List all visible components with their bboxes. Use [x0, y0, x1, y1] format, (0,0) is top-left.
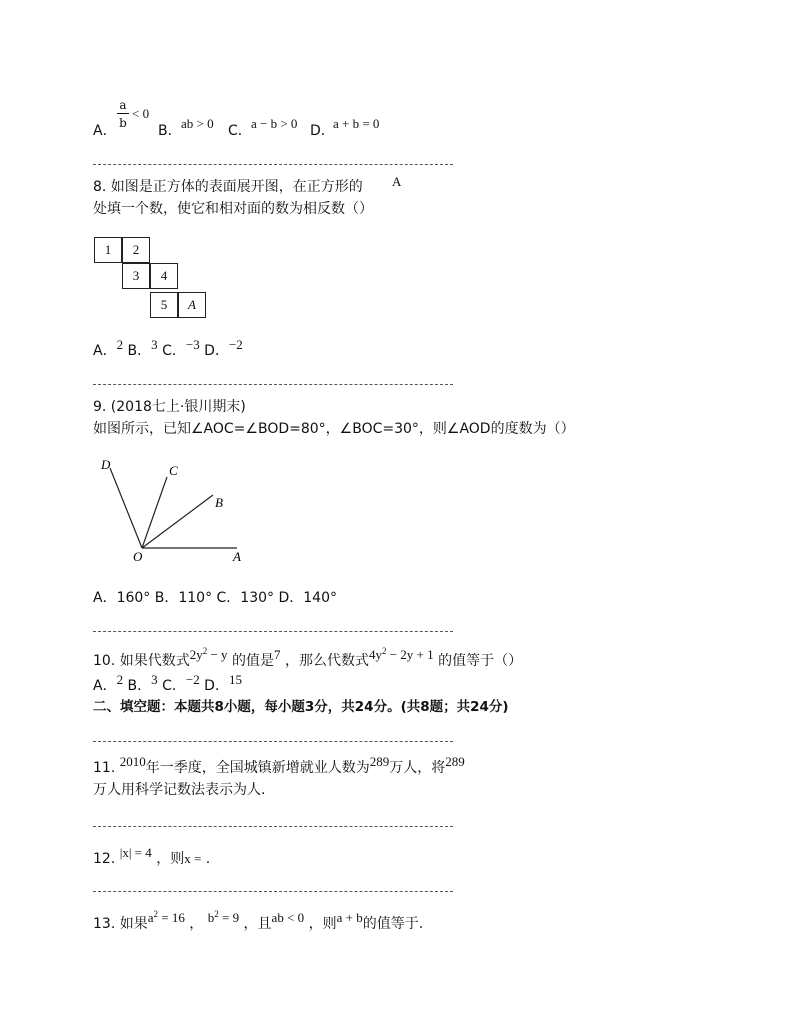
q13-expr2-exp: 2: [214, 909, 219, 919]
q10-option-d-label: D．: [204, 678, 229, 694]
q11-num2: 289: [445, 754, 465, 769]
q10-expr1-tail: − y: [207, 647, 228, 662]
q10-mid2: ，那么代数式: [284, 653, 369, 669]
separator-line: [93, 631, 453, 632]
q13-expr4: a + b: [336, 910, 363, 925]
q13-expr1-base: a: [147, 910, 154, 925]
q11-text-line2: 万人用科学记数法表示为人.: [93, 782, 266, 798]
q10-expr1: [190, 647, 228, 662]
q11-prefix: 11.: [93, 760, 116, 776]
q13-expr3: ab < 0: [271, 910, 305, 925]
q11-year: 2010: [119, 754, 146, 769]
net-cell-a: A: [178, 292, 206, 318]
point-o-label: O: [133, 549, 143, 564]
net-cell-3: 3: [122, 263, 150, 289]
q9-options: A．160° B．110° C．130° D．140°: [93, 590, 337, 606]
q8-text-line1-math: A: [392, 174, 402, 189]
q8-option-c-value: −3: [185, 337, 200, 352]
point-b-label: B: [215, 495, 223, 510]
q11-mid2: 万人，将: [389, 760, 446, 776]
q10-value: 7: [274, 647, 281, 662]
q11-text-line1: [93, 754, 465, 777]
q13-mid: ，且: [243, 916, 272, 932]
q10-expr2-exp: 2: [381, 646, 387, 656]
q13-expr2-base: b: [207, 910, 215, 925]
q10-option-c-label: C．: [162, 678, 186, 694]
q7-option-d-label: D．: [310, 123, 335, 139]
ray-od: [110, 468, 142, 548]
q10-expr1-exp: 2: [202, 646, 208, 656]
net-cell-1: 1: [94, 237, 122, 263]
q8-option-a-value: 2: [116, 337, 124, 352]
q7-option-c-label: C．: [228, 123, 252, 139]
q11-num1: 289: [369, 754, 390, 769]
ray-oc: [142, 477, 167, 548]
q10-expr2-base: 4y: [368, 647, 382, 662]
q8-option-d-label: D．: [204, 343, 229, 359]
q8-option-d-value: −2: [228, 337, 243, 352]
q12-text: [93, 845, 211, 868]
q13-expr1: [148, 910, 185, 925]
section-2-heading: 二、填空题：本题共8小题，每小题3分，共24分。(共8题；共24分): [93, 699, 509, 715]
angle-figure: [95, 455, 255, 570]
q7-option-b-label: B．: [158, 123, 182, 139]
separator-line: [93, 826, 453, 827]
q13-text: [93, 909, 424, 933]
q10-option-a-label: A．: [93, 678, 117, 694]
q13-expr1-tail: = 16: [158, 910, 185, 925]
q8-option-b-label: B．: [127, 343, 152, 359]
q10-option-b-value: 3: [151, 672, 158, 687]
q7-fraction-bar: [117, 113, 129, 114]
q10-option-d-value: 15: [228, 672, 242, 687]
q12-prefix: 12.: [93, 851, 116, 867]
q7-option-c-expr: a − b > 0: [251, 116, 298, 131]
q11-mid1: 年一季度，全国城镇新增就业人数为: [145, 760, 370, 776]
ray-ob: [142, 495, 213, 548]
separator-line: [93, 384, 453, 385]
q7-option-a-label: A．: [93, 123, 117, 139]
q10-prefix: 10. 如果代数式: [93, 653, 190, 669]
separator-line: [93, 741, 453, 742]
point-d-label: D: [101, 457, 111, 472]
q7-option-d-expr: a + b = 0: [333, 116, 380, 131]
q10-option-c-value: −2: [185, 672, 200, 687]
q7-option-b-expr: ab > 0: [181, 116, 214, 131]
q12-expr: |x| = 4: [119, 845, 152, 860]
q10-mid1: 的值是: [232, 653, 275, 669]
net-cell-4: 4: [150, 263, 178, 289]
net-cell-2: 2: [122, 237, 150, 263]
q8-option-c-label: C．: [162, 343, 186, 359]
q8-text-line1: 8. 如图是正方体的表面展开图，在正方形的: [93, 179, 363, 195]
q13-suffix: 的值等于.: [362, 916, 424, 932]
q10-text: [93, 646, 523, 670]
q10-suffix: 的值等于（）: [438, 653, 523, 669]
q13-expr2-tail: = 9: [218, 910, 240, 925]
q13-expr1-exp: 2: [153, 909, 158, 919]
point-c-label: C: [169, 463, 178, 478]
q8-option-b-value: 3: [151, 337, 158, 352]
q8-text-line2: 处填一个数，使它和相对面的数为相反数（）: [93, 201, 373, 217]
point-a-label: A: [233, 549, 241, 564]
q7-fraction-numerator: a: [119, 98, 127, 112]
q9-source: 9. (2018七上·银川期末): [93, 399, 246, 415]
q12-mid: ，则: [156, 851, 185, 867]
net-cell-5: 5: [150, 292, 178, 318]
q7-fraction-denominator: b: [119, 116, 127, 130]
q8-options: [93, 337, 243, 360]
q13-prefix: 13. 如果: [93, 916, 148, 932]
q13-expr2: [208, 910, 239, 925]
separator-line: [93, 891, 453, 892]
separator-line: [93, 164, 453, 165]
q9-text: 如图所示，已知∠AOC=∠BOD=80°，∠BOC=30°，则∠AOD的度数为（）: [93, 421, 575, 437]
q10-option-b-label: B．: [127, 678, 152, 694]
q10-option-a-value: 2: [116, 672, 124, 687]
q12-suffix: .: [205, 851, 211, 867]
q10-expr1-base: 2y: [189, 647, 203, 662]
q10-options: [93, 672, 242, 695]
q10-expr2: [369, 647, 434, 662]
q8-option-a-label: A．: [93, 343, 117, 359]
q13-mid2: ，则: [308, 916, 337, 932]
q12-expr2: x =: [184, 851, 202, 866]
q7-option-a-tail: < 0: [132, 106, 150, 121]
q10-expr2-tail: − 2y + 1: [386, 647, 434, 662]
q13-sep1: ，: [189, 916, 204, 932]
